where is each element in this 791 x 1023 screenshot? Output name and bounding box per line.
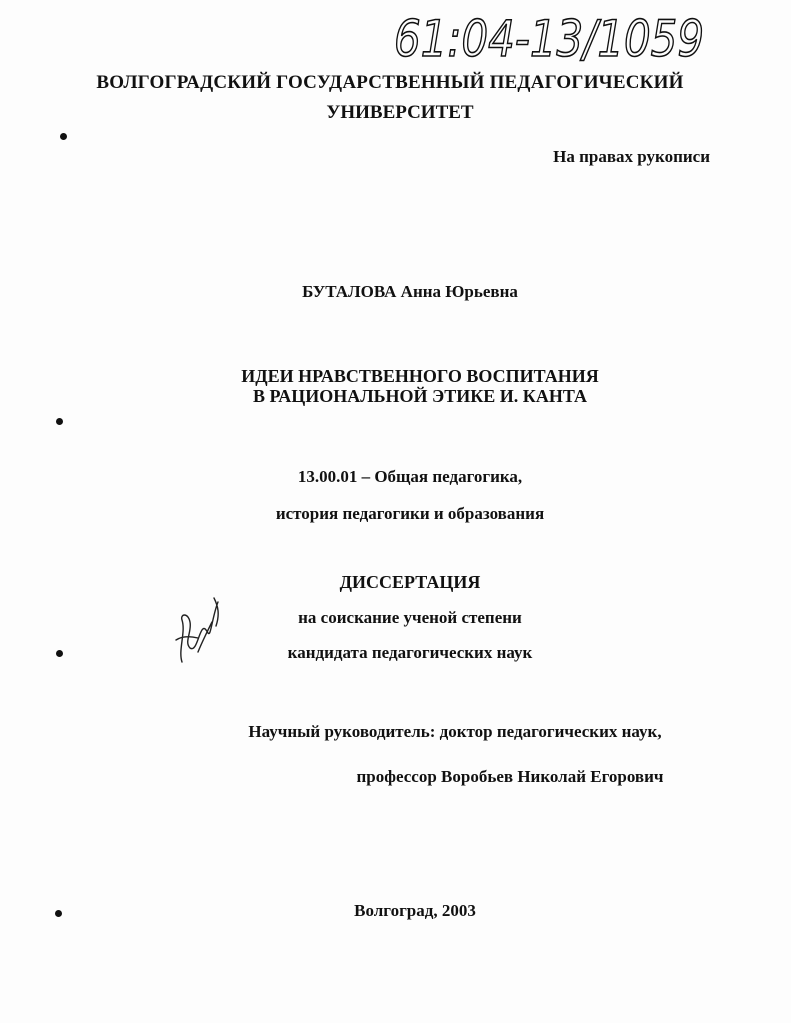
degree-line2: кандидата педагогических наук: [287, 643, 533, 662]
university-name-line1: ВОЛГОГРАДСКИЙ ГОСУДАРСТВЕННЫЙ ПЕДАГОГИЧЕСКИЙ: [96, 72, 684, 93]
author-given-names: Анна Юрьевна: [400, 282, 518, 301]
handwritten-archive-code: [390, 6, 720, 68]
author-name: [180, 282, 640, 302]
thesis-title-line2: В РАЦИОНАЛЬНОЙ ЭТИКЕ И. КАНТА: [253, 386, 587, 406]
handwritten-signature: [168, 592, 228, 668]
author-surname: БУТАЛОВА: [302, 282, 397, 301]
archive-code-text: 61:04-13/1059: [394, 10, 704, 68]
specialty-line2: история педагогики и образования: [275, 504, 545, 523]
scan-mark: [56, 650, 63, 657]
advisor-line1: Научный руководитель: доктор педагогических наук,: [248, 722, 662, 741]
thesis-title-line1: ИДЕИ НРАВСТВЕННОГО ВОСПИТАНИЯ: [241, 366, 599, 386]
specialty-line1: 13.00.01 – Общая педагогика,: [297, 467, 523, 486]
university-name-line2: УНИВЕРСИТЕТ: [326, 102, 474, 123]
scan-mark: [56, 418, 63, 425]
document-type: ДИССЕРТАЦИЯ: [339, 572, 481, 592]
manuscript-rights-note: На правах рукописи: [553, 147, 710, 166]
degree-line1: на соискание ученой степени: [298, 608, 522, 627]
scan-mark: [55, 910, 62, 917]
city-year: Волгоград, 2003: [354, 901, 476, 920]
advisor-line2: профессор Воробьев Николай Егорович: [356, 767, 664, 786]
scan-mark: [60, 133, 67, 140]
